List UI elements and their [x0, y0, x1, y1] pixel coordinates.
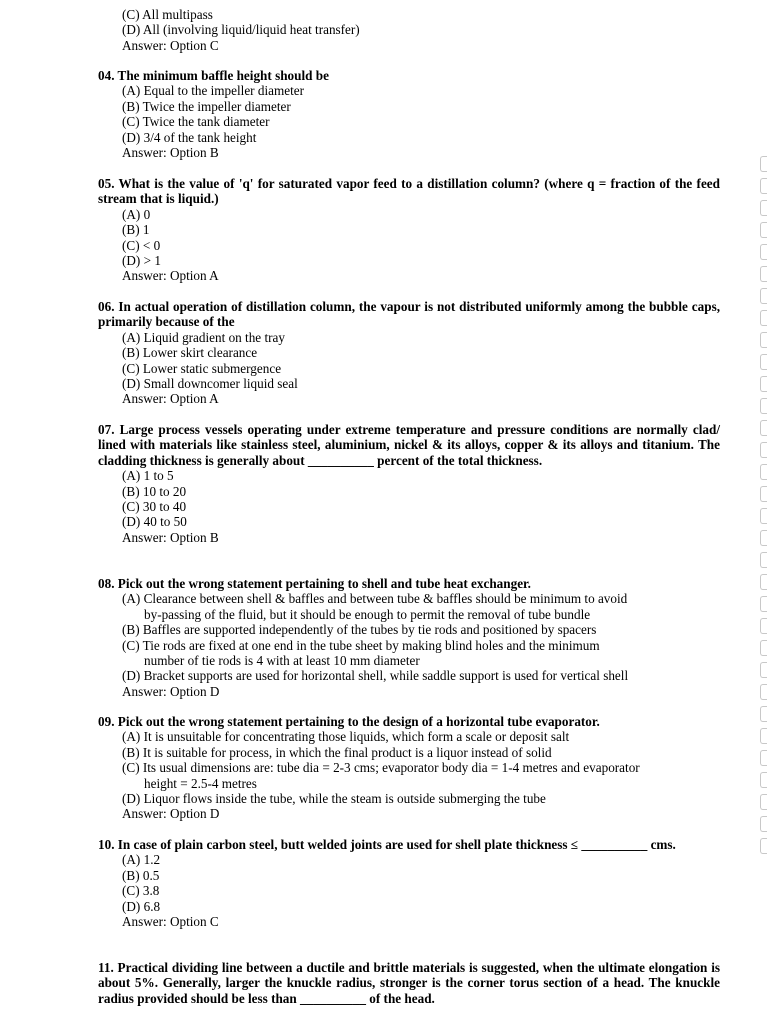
question-05 [98, 176, 720, 284]
page-edge-binding-marks [754, 150, 768, 870]
option-d: (D) Liquor flows inside the tube, while the steam is outside submerging the tube [122, 791, 546, 807]
answer: Answer: Option C [122, 914, 219, 930]
question-10 [98, 837, 720, 929]
option-a: (A) Equal to the impeller diameter [122, 83, 304, 99]
answer: Answer: Option A [122, 268, 219, 284]
question-08 [98, 576, 720, 699]
option-d: (D) All (involving liquid/liquid heat transfer) [122, 22, 360, 38]
option-c: (C) Its usual dimensions are: tube dia = 2-3 cms; evaporator body dia = 1-4 metres and evaporator [122, 760, 640, 776]
question-text: 04. The minimum baffle height should be [98, 68, 329, 83]
question-text: 09. Pick out the wrong statement pertaining to the design of a horizontal tube evaporator. [98, 714, 600, 729]
option-c: (C) All multipass [122, 7, 213, 22]
option-a: (A) Liquid gradient on the tray [122, 329, 285, 345]
question-text: 10. In case of plain carbon steel, butt welded joints are used for shell plate thickness ≤ __________ cms. [98, 837, 676, 852]
option-c: (C) Twice the tank diameter [122, 114, 270, 130]
option-c: (C) Lower static submergence [122, 360, 282, 376]
option-a-continued: by-passing of the fluid, but it should be enough to permit the removal of tube bundle [144, 606, 591, 622]
question-text: 08. Pick out the wrong statement pertaining to shell and tube heat exchanger. [98, 576, 531, 591]
question-03-tail [98, 7, 720, 53]
option-d: (D) 40 to 50 [122, 514, 187, 530]
option-a: (A) 0 [122, 206, 151, 222]
question-text: 11. Practical dividing line between a ductile and brittle materials is suggested, when the ultimate elongation is about 5%. Generally, larger the knuckle radius, stronger is the corner torus section of a head. The knuckle radius provided should be less than __________ of the head. [98, 960, 720, 1006]
option-c: (C) 3.8 [122, 883, 160, 899]
option-b: (B) 1 [122, 222, 150, 238]
option-d: (D) 6.8 [122, 898, 161, 914]
option-b: (B) It is suitable for process, in which the final product is a liquor instead of solid [122, 744, 552, 760]
answer: Answer: Option A [122, 391, 219, 407]
answer: Answer: Option D [122, 806, 220, 822]
answer: Answer: Option B [122, 145, 219, 161]
option-b: (B) 0.5 [122, 867, 160, 883]
option-b: (B) Lower skirt clearance [122, 345, 258, 361]
question-07 [98, 422, 720, 545]
answer: Answer: Option C [122, 37, 219, 53]
question-11 [98, 960, 720, 1006]
option-c: (C) < 0 [122, 237, 161, 253]
option-c: (C) Tie rods are fixed at one end in the tube sheet by making blind holes and the minimum [122, 637, 600, 653]
question-06 [98, 299, 720, 407]
question-text: 06. In actual operation of distillation column, the vapour is not distributed uniformly among the bubble caps, primarily because of the [98, 299, 720, 330]
option-b: (B) Baffles are supported independently of the tubes by tie rods and positioned by spacers [122, 622, 597, 638]
question-text: 05. What is the value of 'q' for saturated vapor feed to a distillation column? (where q = fraction of the feed stream that is liquid.) [98, 176, 720, 207]
question-text: 07. Large process vessels operating under extreme temperature and pressure conditions are normally clad/ lined with materials like stainless steel, aluminium, nickel & its alloys, copper & its alloys and titanium. The cladding thickness is generally about __________ percent of the total thickness. [98, 422, 720, 468]
answer: Answer: Option B [122, 529, 219, 545]
answer: Answer: Option D [122, 683, 220, 699]
option-a: (A) 1.2 [122, 852, 161, 868]
option-c-continued: number of tie rods is 4 with at least 10 mm diameter [144, 653, 420, 669]
question-04 [98, 68, 720, 160]
option-d: (D) Bracket supports are used for horizontal shell, while saddle support is used for vertical shell [122, 668, 629, 684]
option-a: (A) It is unsuitable for concentrating those liquids, which form a scale or deposit salt [122, 729, 570, 745]
option-a: (A) 1 to 5 [122, 468, 174, 484]
option-d: (D) > 1 [122, 253, 161, 269]
question-09 [98, 714, 720, 822]
option-b: (B) Twice the impeller diameter [122, 98, 291, 114]
option-d: (D) Small downcomer liquid seal [122, 376, 298, 392]
option-c: (C) 30 to 40 [122, 499, 187, 515]
option-a: (A) Clearance between shell & baffles and between tube & baffles should be minimum to avoid [122, 591, 628, 607]
option-c-continued: height = 2.5-4 metres [144, 775, 257, 791]
option-d: (D) 3/4 of the tank height [122, 129, 257, 145]
option-b: (B) 10 to 20 [122, 483, 187, 499]
